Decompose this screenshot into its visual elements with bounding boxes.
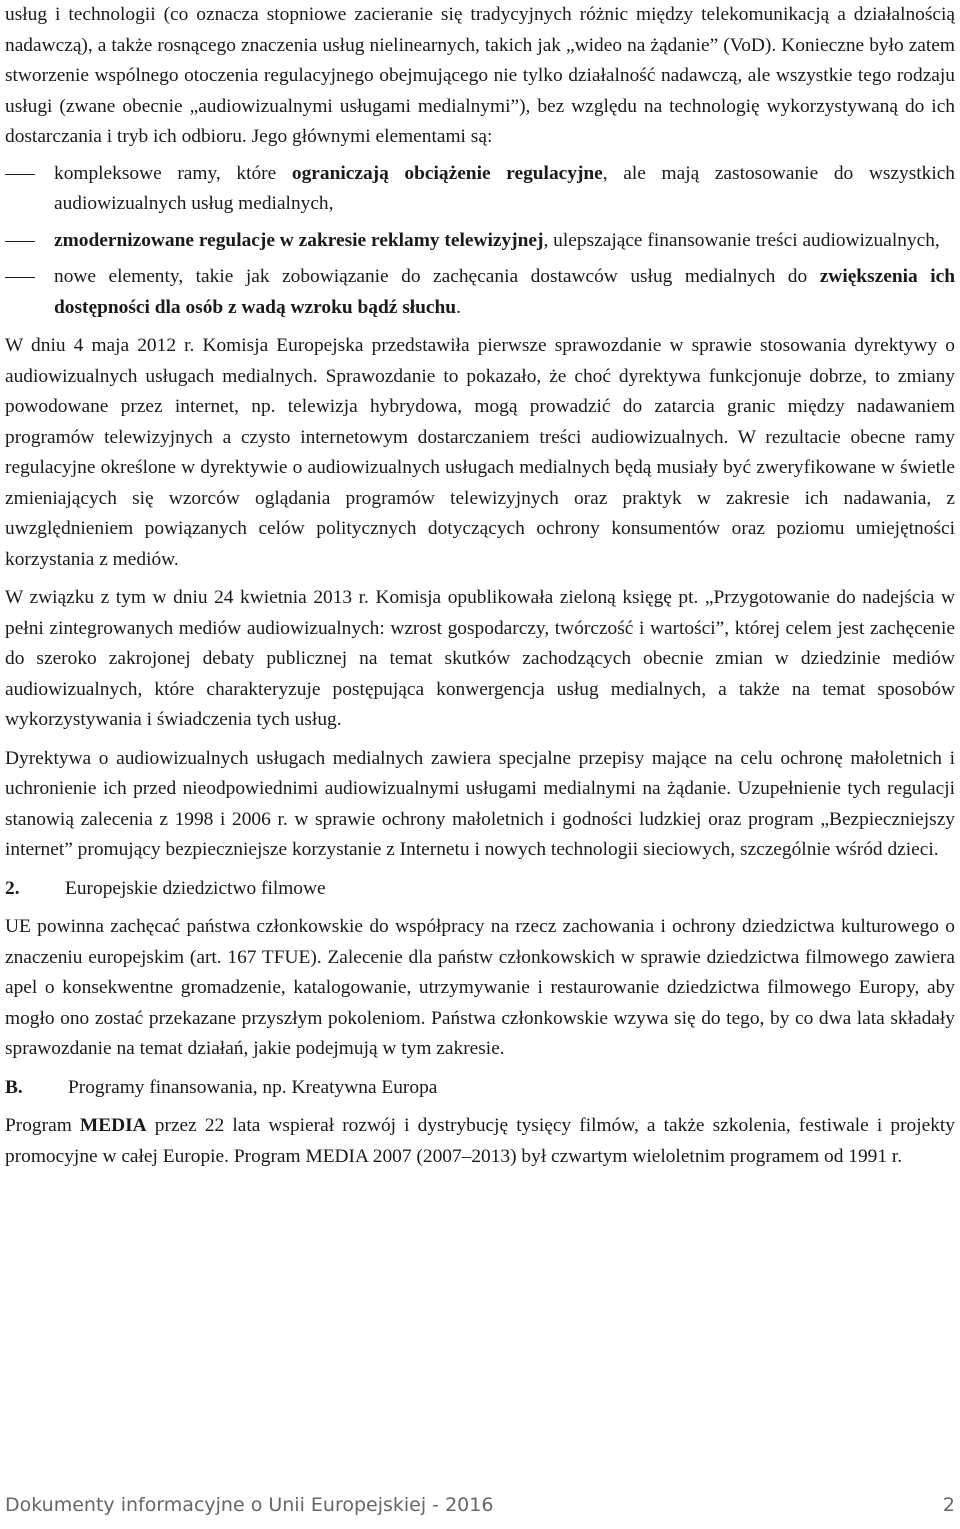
film-heritage-paragraph: UE powinna zachęcać państwa członkowskie do współpracy na rzecz zachowania i ochrony dziedzictwa kulturowego o znaczeniu europejskim (art. 167 TFUE). Zalecenie dla państw członkowskich w sprawie dziedzictwa filmowego zawiera apel o konsekwentne gromadzenie, katalogowanie, utrzymywanie i restaurowanie dziedzictwa filmowego Europy, aby mogło ono zostać przekazane przyszłym pokoleniom. Państwa członkowskie wzywa się do tego, by co dwa lata składały sprawozdanie na temat działań, jakie podejmują w tym zakresie.	[5, 916, 955, 1059]
report-paragraph: W dniu 4 maja 2012 r. Komisja Europejska przedstawiła pierwsze sprawozdanie w sprawie stosowania dyrektywy o audiowizualnych usługach medialnych. Sprawozdanie to pokazało, że choć dyrektywa funkcjonuje dobrze, to zmiany powodowane przez internet, np. telewizja hybrydowa, mogą prowadzić do zatarcia granic między nadawaniem programów telewizyjnych a czysto internetowym dostarczaniem treści audiowizualnych. W rezultacie obecne ramy regulacyjne określone w dyrektywie o audiowizualnych usługach medialnych będą musiały być zweryfikowane w świetle zmieniających się wzorców oglądania programów telewizyjnych oraz praktyk w zakresie ich nadawania, z uwzględnieniem powiązanych celów politycznych dotyczących ochrony konsumentów oraz poziomu umiejętności korzystania z mediów.	[5, 335, 955, 570]
green-paper-paragraph: W związku z tym w dniu 24 kwietnia 2013 r. Komisja opublikowała zieloną księgę pt. „Przygotowanie do nadejścia w pełni zintegrowanych mediów audiowizualnych: wzrost gospodarczy, twórczość i wartości”, której celem jest zachęcenie do szeroko zakrojonej debaty publicznej na temat skutków zachodzących obecnie zmian w dziedzinie mediów audiowizualnych, które charakteryzuje postępująca konwergencja usług medialnych, a także na temat sposobów wykorzystywania i świadczenia tych usług.	[5, 587, 955, 730]
section-number: 2.	[5, 877, 20, 899]
page-number: 2	[942, 1494, 955, 1516]
document-page	[5, 0, 955, 1172]
list-item: kompleksowe ramy, które ograniczają obciążenie regulacyjne, ale mają zastosowanie do wszystkich audiowizualnych usług medialnych,	[5, 159, 955, 220]
page-footer	[5, 1494, 955, 1516]
section-heading-2	[5, 874, 955, 905]
media-programme-paragraph: Program MEDIA przez 22 lata wspierał rozwój i dystrybucję tysięcy filmów, a także szkolenia, festiwale i projekty promocyjne w całej Europie. Program MEDIA 2007 (2007–2013) był czwartym wieloletnim programem od 1991 r.	[5, 1115, 955, 1167]
emphasis: zwiększenia ich dostępności dla osób z wadą wzroku bądź słuchu	[54, 266, 955, 318]
section-title: Programy finansowania, np. Kreatywna Europa	[68, 1076, 438, 1098]
section-title: Europejskie dziedzictwo filmowe	[65, 877, 326, 899]
footer-title: Dokumenty informacyjne o Unii Europejskiej - 2016	[5, 1494, 494, 1516]
key-elements-list	[5, 159, 955, 324]
list-item: nowe elementy, takie jak zobowiązanie do zachęcania dostawców usług medialnych do zwiększenia ich dostępności dla osób z wadą wzroku bądź słuchu.	[5, 262, 955, 323]
list-item: zmodernizowane regulacje w zakresie reklamy telewizyjnej, ulepszające finansowanie treści audiowizualnych,	[5, 226, 955, 257]
section-heading-b	[5, 1073, 955, 1104]
dash-bullet	[5, 174, 35, 175]
intro-paragraph: usług i technologii (co oznacza stopniowe zacieranie się tradycyjnych różnic między telekomunikacją a działalnością nadawczą), a także rosnącego znaczenia usług nielinearnych, takich jak „wideo na żądanie” (VoD). Konieczne było zatem stworzenie wspólnego otoczenia regulacyjnego obejmującego nie tylko działalność nadawczą, ale wszystkie tego rodzaju usługi (zwane obecnie „audiowizualnymi usługami medialnymi”), bez względu na technologię wykorzystywaną do ich dostarczania i tryb ich odbioru. Jego głównymi elementami są:	[5, 4, 955, 147]
dash-bullet	[5, 241, 35, 242]
emphasis: zmodernizowane regulacje w zakresie reklamy telewizyjnej	[54, 229, 544, 251]
emphasis: ograniczają obciążenie regulacyjne	[291, 162, 603, 184]
emphasis: MEDIA	[79, 1115, 147, 1136]
minors-protection-paragraph: Dyrektywa o audiowizualnych usługach medialnych zawiera specjalne przepisy mające na celu ochronę małoletnich i uchronienie ich przed nieodpowiednimi audiowizualnymi usługami medialnymi na żądanie. Uzupełnienie tych regulacji stanowią zalecenia z 1998 i 2006 r. w sprawie ochrony małoletnich i godności ludzkiej oraz program „Bezpieczniejszy internet” promujący bezpieczniejsze korzystanie z Internetu i nowych technologii sieciowych, szczególnie wśród dzieci.	[5, 747, 955, 860]
section-letter: B.	[5, 1076, 23, 1098]
dash-bullet	[5, 277, 35, 278]
